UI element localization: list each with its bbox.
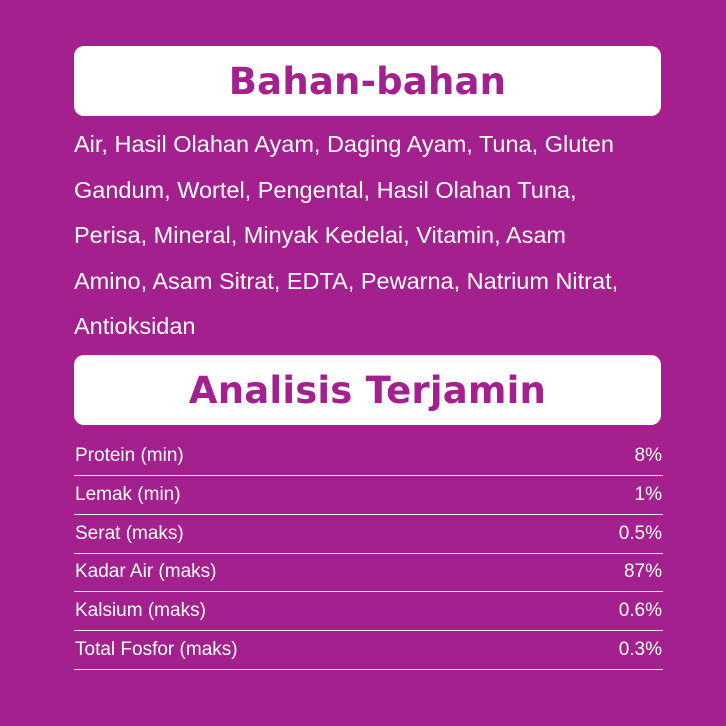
table-row xyxy=(74,553,663,592)
analysis-heading: Analisis Terjamin xyxy=(188,368,547,412)
analysis-table xyxy=(74,437,663,670)
analysis-heading-box xyxy=(74,355,661,425)
ingredients-heading: Bahan-bahan xyxy=(228,59,507,103)
nutrient-label: Serat (maks) xyxy=(74,514,536,553)
nutrient-value: 0.3% xyxy=(536,630,663,669)
nutrient-value: 0.5% xyxy=(536,514,663,553)
ingredients-line: Gandum, Wortel, Pengental, Hasil Olahan Tuna, xyxy=(74,176,577,203)
ingredients-line: Amino, Asam Sitrat, EDTA, Pewarna, Natrium Nitrat, xyxy=(74,267,619,294)
nutrient-label: Total Fosfor (maks) xyxy=(74,630,536,669)
ingredients-list xyxy=(74,122,674,350)
nutrient-value: 8% xyxy=(536,437,663,476)
ingredients-heading-box xyxy=(74,46,661,116)
ingredients-line: Antioksidan xyxy=(74,313,196,339)
nutrient-value: 1% xyxy=(536,476,663,515)
nutrient-label: Kalsium (maks) xyxy=(74,592,536,631)
nutrient-label: Kadar Air (maks) xyxy=(74,553,536,592)
nutrient-value: 87% xyxy=(536,553,663,592)
table-row xyxy=(74,437,663,476)
nutrient-label: Lemak (min) xyxy=(74,476,536,515)
table-row xyxy=(74,476,663,515)
table-row xyxy=(74,592,663,631)
nutrient-label: Protein (min) xyxy=(74,437,536,476)
nutrient-value: 0.6% xyxy=(536,592,663,631)
ingredients-line: Air, Hasil Olahan Ayam, Daging Ayam, Tuna, Gluten xyxy=(74,131,614,157)
ingredients-line: Perisa, Mineral, Minyak Kedelai, Vitamin, Asam xyxy=(74,222,566,248)
table-row xyxy=(74,514,663,553)
table-row xyxy=(74,630,663,669)
